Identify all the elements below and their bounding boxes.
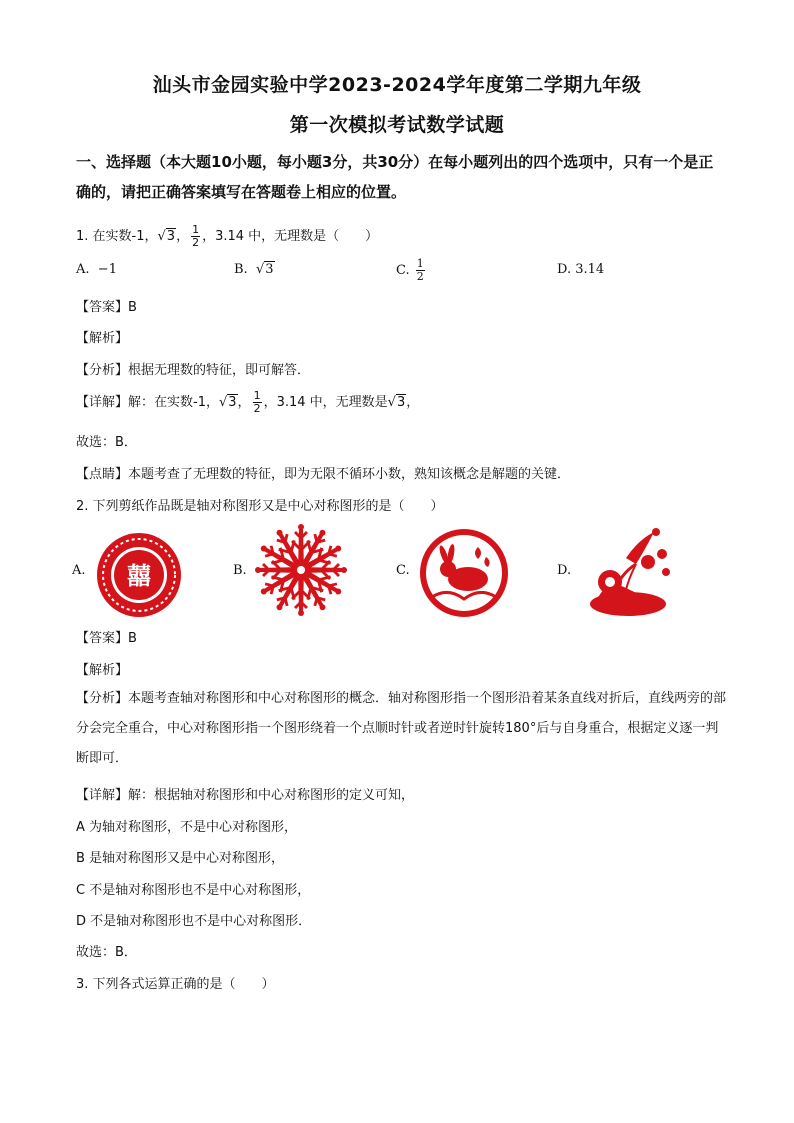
q1-detail-frac-den: 2 — [253, 402, 261, 415]
q1-detail-sqrt: √3 — [218, 395, 237, 410]
q2-detail: 【详解】解：根据轴对称图形和中心对称图形的定义可知， — [76, 788, 415, 803]
q1-detail-comma: ， — [237, 395, 251, 410]
q1-option-c-label: C. — [396, 263, 410, 278]
q1-stem-frac-den: 2 — [192, 236, 200, 249]
q1-detail-suffix: ，3.14 中，无理数是 — [263, 395, 388, 410]
q2-figure-a-double-happiness-icon[interactable] — [94, 530, 184, 620]
q1-stem-fraction — [191, 224, 200, 249]
q1-option-a[interactable] — [76, 262, 117, 277]
q1-option-c[interactable] — [396, 258, 427, 283]
q1-option-a-value: −1 — [97, 262, 117, 277]
q2-figure-a-text: 囍 — [127, 562, 151, 590]
q1-detail-fraction — [253, 390, 262, 415]
q1-option-b-sqrt: √3 — [255, 262, 274, 277]
q1-comment: 【点睛】本题考查了无理数的特征，即为无限不循环小数，熟知该概念是解题的关键． — [76, 467, 571, 482]
q2-line-d: D 不是轴对称图形也不是中心对称图形． — [76, 914, 312, 929]
q2-line-b: B 是轴对称图形又是中心对称图形， — [76, 851, 285, 866]
q1-option-c-num: 1 — [416, 257, 424, 270]
q2-stem: 2. 下列剪纸作品既是轴对称图形又是中心对称图形的是（ ） — [76, 499, 444, 514]
q1-option-a-label: A. — [76, 262, 90, 277]
q1-detail-answer-rad: 3 — [396, 395, 406, 410]
q1-option-b-rad: 3 — [265, 262, 274, 277]
q1-detail-prefix: 【详解】解：在实数-1， — [76, 395, 219, 410]
q1-detail-sqrt-rad: 3 — [228, 395, 237, 410]
q2-figure-b-snowflake-icon[interactable] — [255, 524, 347, 616]
q2-fenxi: 【分析】本题考查轴对称图形和中心对称图形的概念．轴对称图形指一个图形沿着某条直线对折后，直线两旁的部分会完全重合，中心对称图形指一个图形绕着一个点顺时针或者逆时针旋转180°后与自身重合，根据定义逐一判断即可． — [76, 691, 727, 766]
q1-analysis: 【解析】 — [76, 331, 129, 346]
q1-option-d[interactable] — [557, 262, 604, 277]
q3-stem: 3. 下列各式运算正确的是（ ） — [76, 977, 275, 992]
q2-choose: 故选：B． — [76, 945, 137, 960]
q2-answer: 【答案】B — [76, 631, 137, 646]
q1-stem-sqrt: √3 — [157, 229, 176, 244]
q1-stem-sqrt-rad: 3 — [166, 229, 176, 244]
q1-choose: 故选：B． — [76, 435, 137, 450]
q1-option-c-fraction — [416, 258, 425, 283]
q1-stem-prefix: 1. 在实数-1， — [76, 229, 158, 244]
q1-detail — [76, 390, 419, 415]
q1-stem — [76, 224, 378, 249]
q1-option-d-label: D. — [557, 262, 572, 277]
q2-option-b-label[interactable]: B. — [233, 563, 247, 578]
q1-option-b[interactable] — [234, 262, 275, 277]
exam-title: 汕头市金园实验中学2023-2024学年度第二学期九年级 — [152, 74, 642, 96]
q1-stem-frac-num: 1 — [192, 223, 200, 236]
q2-option-c-label[interactable]: C. — [396, 563, 410, 578]
q1-option-b-label: B. — [234, 262, 248, 277]
exam-subtitle: 第一次模拟考试数学试题 — [289, 114, 505, 136]
q2-figure-d-phoenix-peony-icon[interactable] — [576, 518, 680, 622]
q1-stem-suffix: ，3.14 中，无理数是（ ） — [202, 229, 379, 244]
section-heading: 一、选择题（本大题10小题，每小题3分，共30分）在每小题列出的四个选项中，只有一个是正确的，请把正确答案填写在答题卷上相应的位置。 — [76, 153, 714, 201]
q2-figure-c-rabbit-icon[interactable] — [418, 527, 510, 619]
q1-stem-comma: ， — [176, 229, 190, 244]
q2-analysis: 【解析】 — [76, 663, 129, 678]
q2-option-a-label[interactable]: A. — [72, 563, 86, 578]
q1-detail-end: ， — [406, 395, 420, 410]
q2-line-a: A 为轴对称图形，不是中心对称图形， — [76, 820, 298, 835]
q1-option-c-den: 2 — [416, 270, 424, 283]
q2-option-d-label[interactable]: D. — [557, 563, 572, 578]
q1-fenxi: 【分析】根据无理数的特征，即可解答． — [76, 363, 311, 378]
q1-answer: 【答案】B — [76, 300, 137, 315]
q1-option-d-value: 3.14 — [575, 262, 605, 277]
q1-detail-answer-sqrt: √3 — [387, 395, 406, 410]
q2-line-c: C 不是轴对称图形也不是中心对称图形， — [76, 883, 311, 898]
q1-detail-frac-num: 1 — [253, 389, 261, 402]
